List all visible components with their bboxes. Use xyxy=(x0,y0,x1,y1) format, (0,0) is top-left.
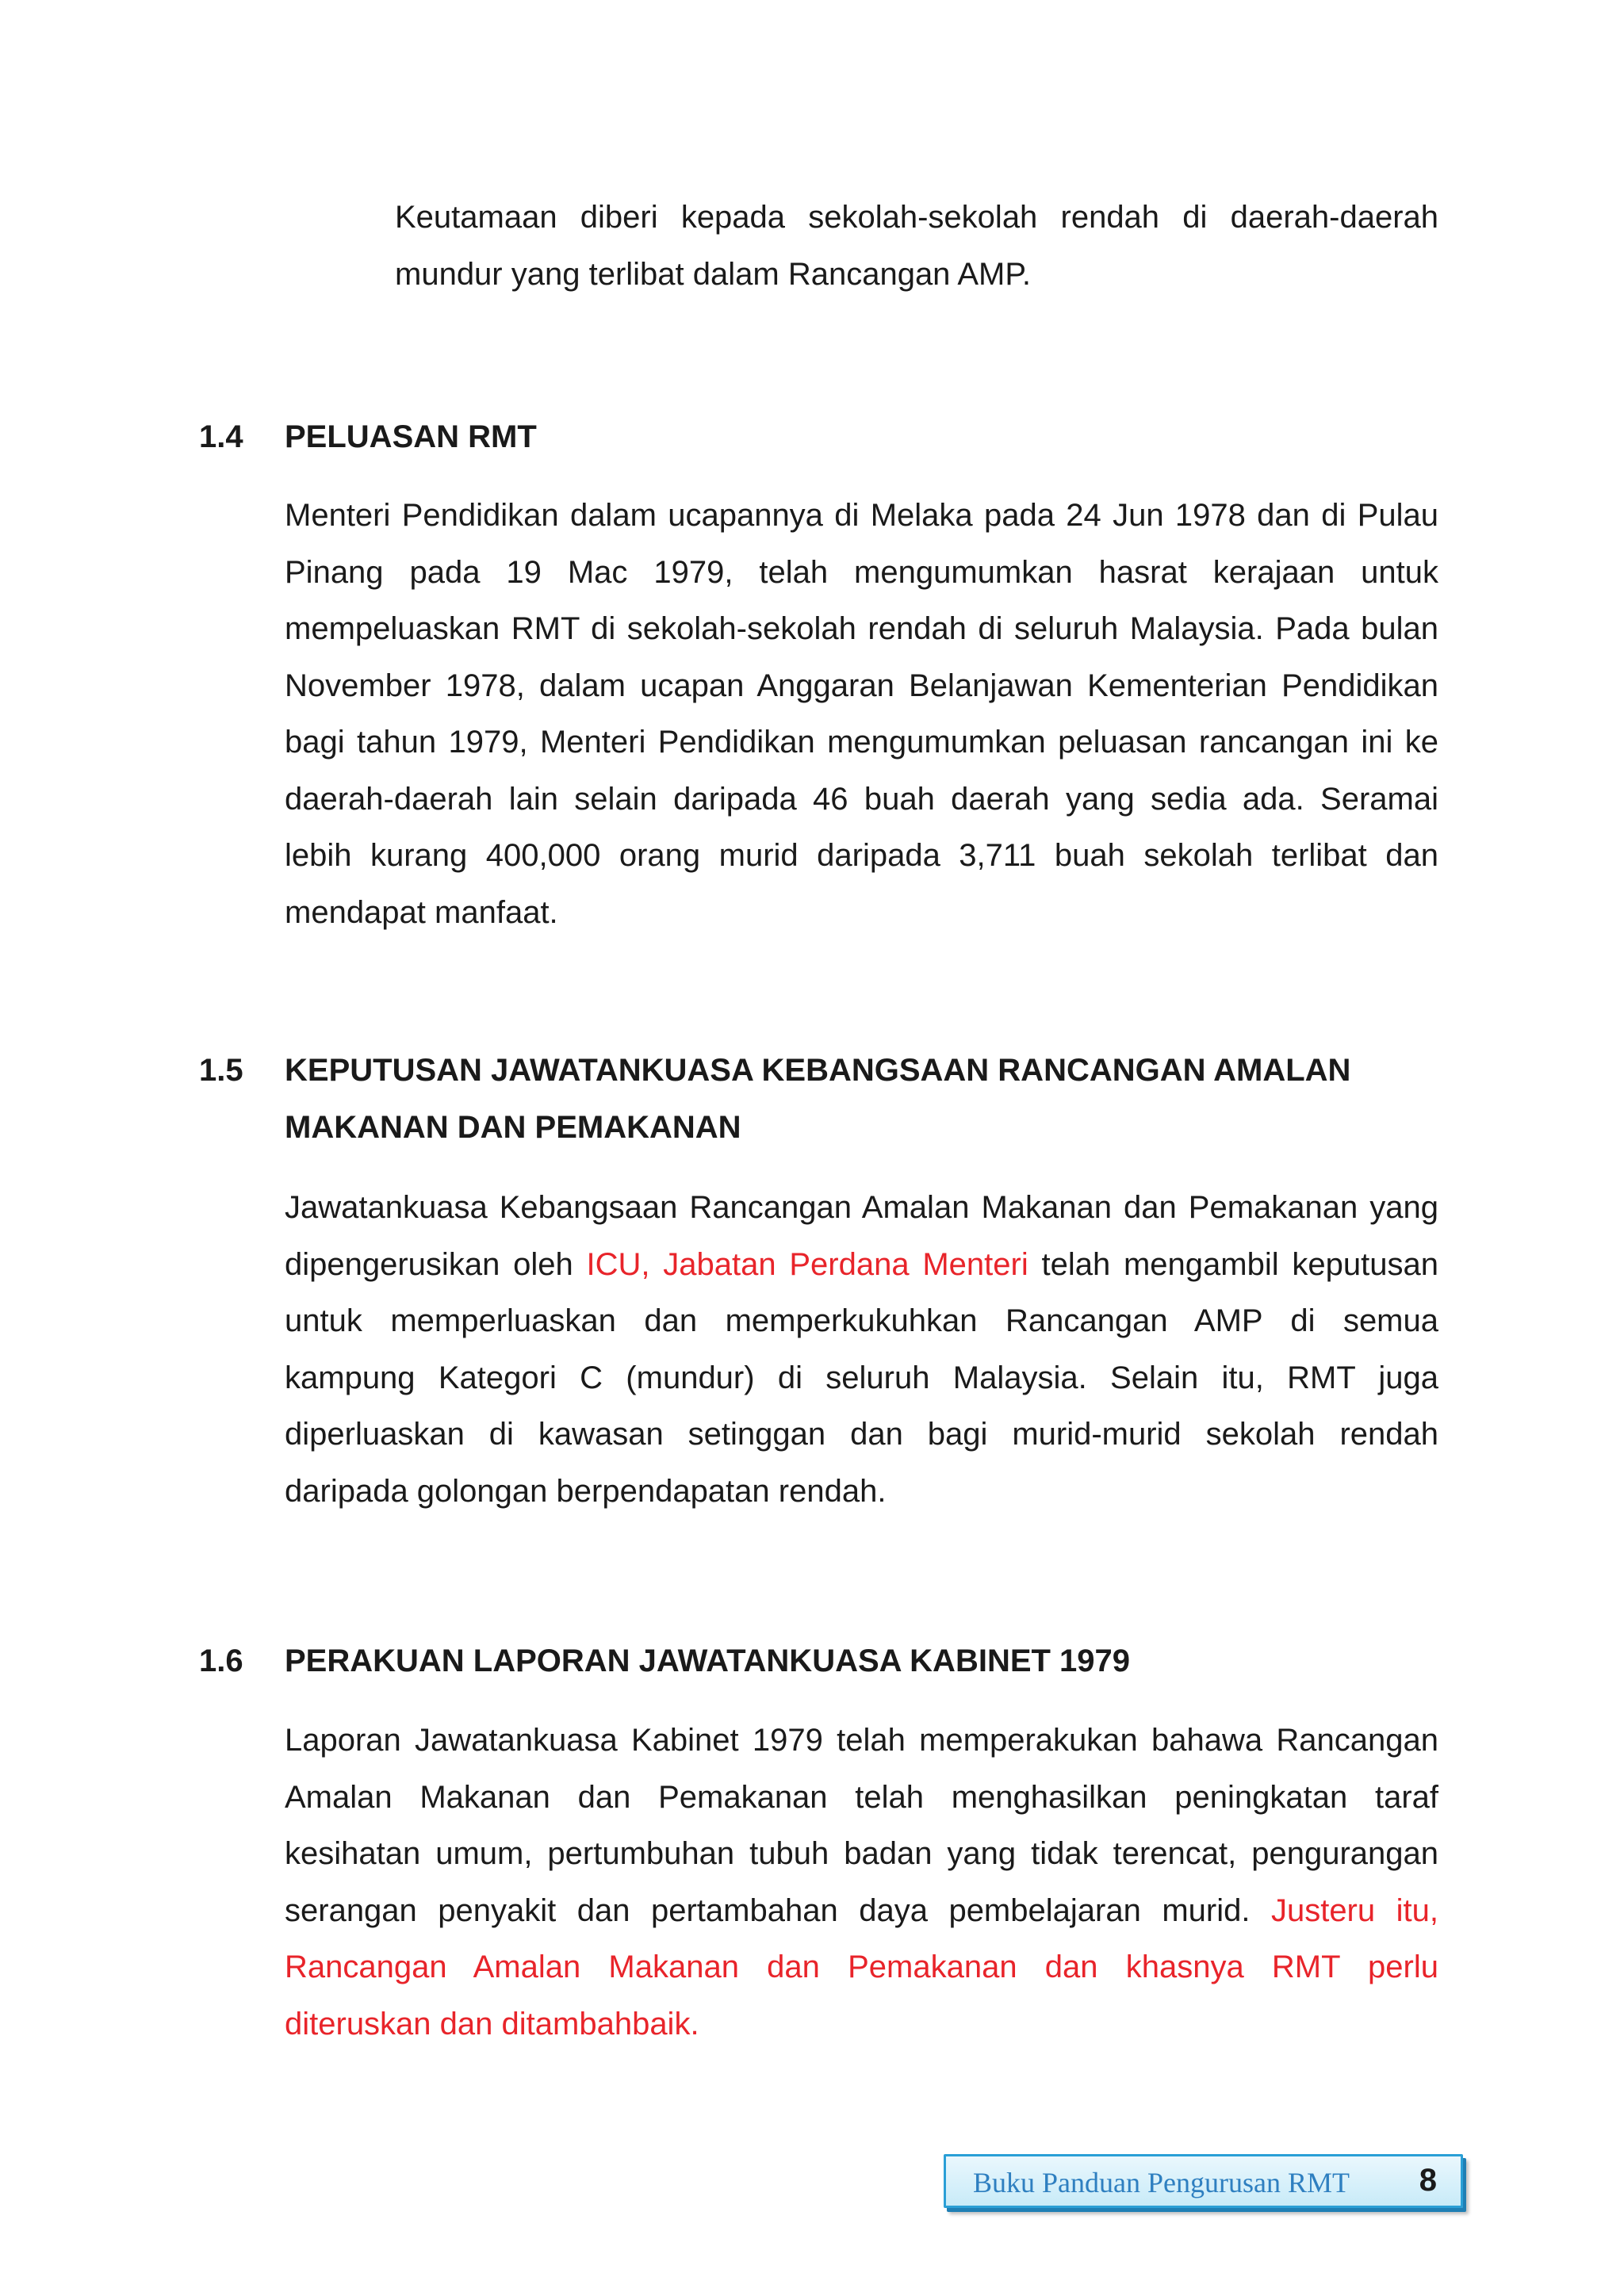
section-1-6-heading xyxy=(199,1633,1468,1690)
paragraph-text: telah mengambil keputusan untuk memperluaskan dan memperkukuhkan Rancangan AMP di semua kampung Kategori C (mundur) di seluruh Malaysia. Selain itu, RMT juga diperluaskan di kawasan setinggan dan bagi murid-murid sekolah rendah daripada golongan berpendapatan rendah. xyxy=(285,1246,1438,1509)
footer-label: Buku Panduan Pengurusan RMT xyxy=(973,2167,1350,2198)
footer-banner xyxy=(944,2154,1463,2208)
highlighted-text: ICU, Jabatan Perdana Menteri xyxy=(586,1246,1028,1282)
section-number: 1.6 xyxy=(199,1644,243,1678)
section-1-4-heading xyxy=(199,409,1468,466)
section-title: PERAKUAN LAPORAN JAWATANKUASA KABINET 1979 xyxy=(285,1644,1131,1678)
paragraph-text: Jawatankuasa Kebangsaan Rancangan Amalan Makanan dan Pemakanan yang dipengerusikan oleh xyxy=(285,1190,1438,1282)
section-1-6-paragraph xyxy=(285,1712,1438,2053)
section-1-5-heading xyxy=(199,1043,1468,1156)
section-1-4-paragraph: Menteri Pendidikan dalam ucapannya di Melaka pada 24 Jun 1978 dan di Pulau Pinang pada 19 Mac 1979, telah mengumumkan hasrat kerajaan untuk mempeluaskan RMT di sekolah-sekolah rendah di seluruh Malaysia. Pada bulan November 1978, dalam ucapan Anggaran Belanjawan Kementerian Pendidikan bagi tahun 1979, Menteri Pendidikan mengumumkan peluasan rancangan ini ke daerah-daerah lain selain daripada 46 buah daerah yang sedia ada. Seramai lebih kurang 400,000 orang murid daripada 3,711 buah sekolah terlibat dan mendapat manfaat. xyxy=(285,498,1438,930)
section-1-5-paragraph xyxy=(285,1180,1438,1520)
section-number: 1.5 xyxy=(199,1053,243,1088)
section-title: KEPUTUSAN JAWATANKUASA KEBANGSAAN RANCANGAN AMALAN MAKANAN DAN PEMAKANAN xyxy=(285,1053,1351,1145)
highlighted-text: Justeru itu, Rancangan Amalan Makanan dan Pemakanan dan khasnya RMT perlu diteruskan dan ditambahbaik. xyxy=(285,1892,1438,2042)
paragraph-text: Laporan Jawatankuasa Kabinet 1979 telah memperakukan bahawa Rancangan Amalan Makanan dan Pemakanan telah menghasilkan peningkatan taraf kesihatan umum, pertumbuhan tubuh badan yang tidak terencat, pengurangan serangan penyakit dan pertambahan daya pembelajaran murid. xyxy=(285,1723,1438,1928)
page-number: 8 xyxy=(1419,2163,1437,2198)
section-title: PELUASAN RMT xyxy=(285,419,537,454)
intro-paragraph: Keutamaan diberi kepada sekolah-sekolah rendah di daerah-daerah mundur yang terlibat dalam Rancangan AMP. xyxy=(395,200,1438,292)
section-number: 1.4 xyxy=(199,419,243,454)
